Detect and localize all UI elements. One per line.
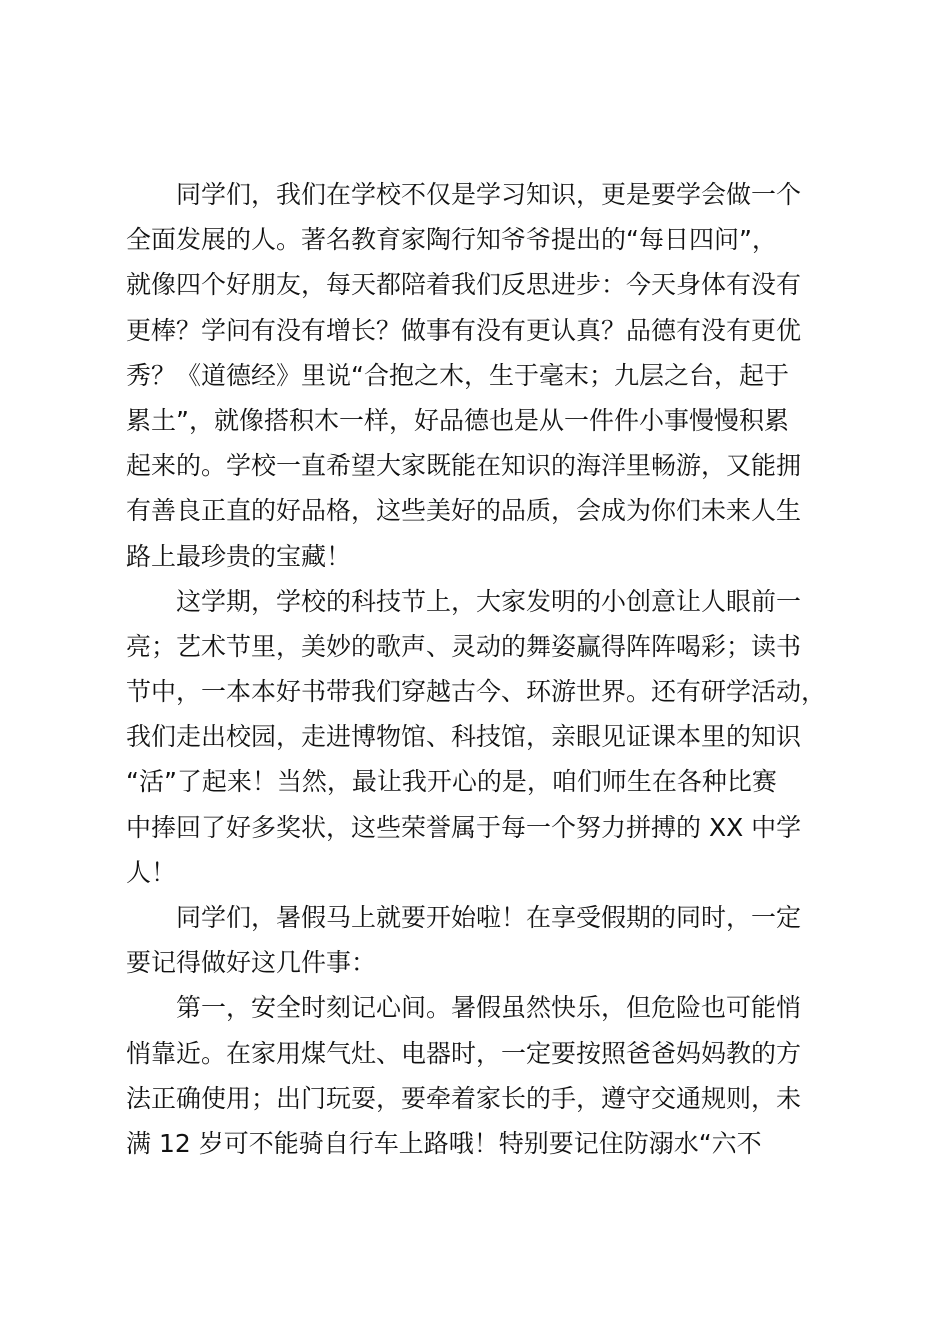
- text-line: 满 12 岁可不能骑自行车上路哦！特别要记住防溺水“六不: [126, 1128, 762, 1158]
- text-line: 全面发展的人。著名教育家陶行知爷爷提出的“每日四问”，: [126, 225, 777, 255]
- text-line: 悄靠近。在家用煤气灶、电器时，一定要按照爸爸妈妈教的方: [126, 1038, 802, 1068]
- text-line: 就像四个好朋友，每天都陪着我们反思进步：今天身体有没有: [126, 270, 802, 300]
- text-line: 节中，一本本好书带我们穿越古今、环游世界。还有研学活动，: [126, 677, 827, 707]
- text-line: 有善良正直的好品格，这些美好的品质，会成为你们未来人生: [126, 496, 802, 526]
- text-line: 起来的。学校一直希望大家既能在知识的海洋里畅游，又能拥: [126, 451, 802, 481]
- text-line: 秀？《道德经》里说“合抱之木，生于毫末；九层之台，起于: [126, 360, 789, 390]
- text-line: “活”了起来！当然，最让我开心的是，咱们师生在各种比赛: [126, 767, 777, 797]
- text-line: 更棒？学问有没有增长？做事有没有更认真？品德有没有更优: [126, 315, 802, 345]
- text-line: 累土”，就像搭积木一样，好品德也是从一件件小事慢慢积累: [126, 405, 789, 435]
- text-line: 我们走出校园，走进博物馆、科技馆，亲眼见证课本里的知识: [126, 722, 802, 752]
- text-line: 这学期，学校的科技节上，大家发明的小创意让人眼前一: [176, 586, 802, 616]
- text-line: 同学们，我们在学校不仅是学习知识，更是要学会做一个: [176, 180, 802, 209]
- text-line: 要记得做好这几件事：: [126, 948, 377, 978]
- text-line: 亮；艺术节里，美妙的歌声、灵动的舞姿赢得阵阵喝彩；读书: [126, 631, 802, 661]
- text-line: 中捧回了好多奖状，这些荣誉属于每一个努力拼搏的 XX 中学: [126, 812, 802, 842]
- text-line: 第一，安全时刻记心间。暑假虽然快乐，但危险也可能悄: [176, 993, 802, 1023]
- text-line: 路上最珍贵的宝藏！: [126, 541, 352, 571]
- text-line: 人！: [126, 857, 177, 887]
- text-line: 同学们，暑假马上就要开始啦！在享受假期的同时，一定: [176, 903, 802, 932]
- text-line: 法正确使用；出门玩耍，要牵着家长的手，遵守交通规则，未: [126, 1083, 802, 1113]
- document-body: [126, 172, 846, 1166]
